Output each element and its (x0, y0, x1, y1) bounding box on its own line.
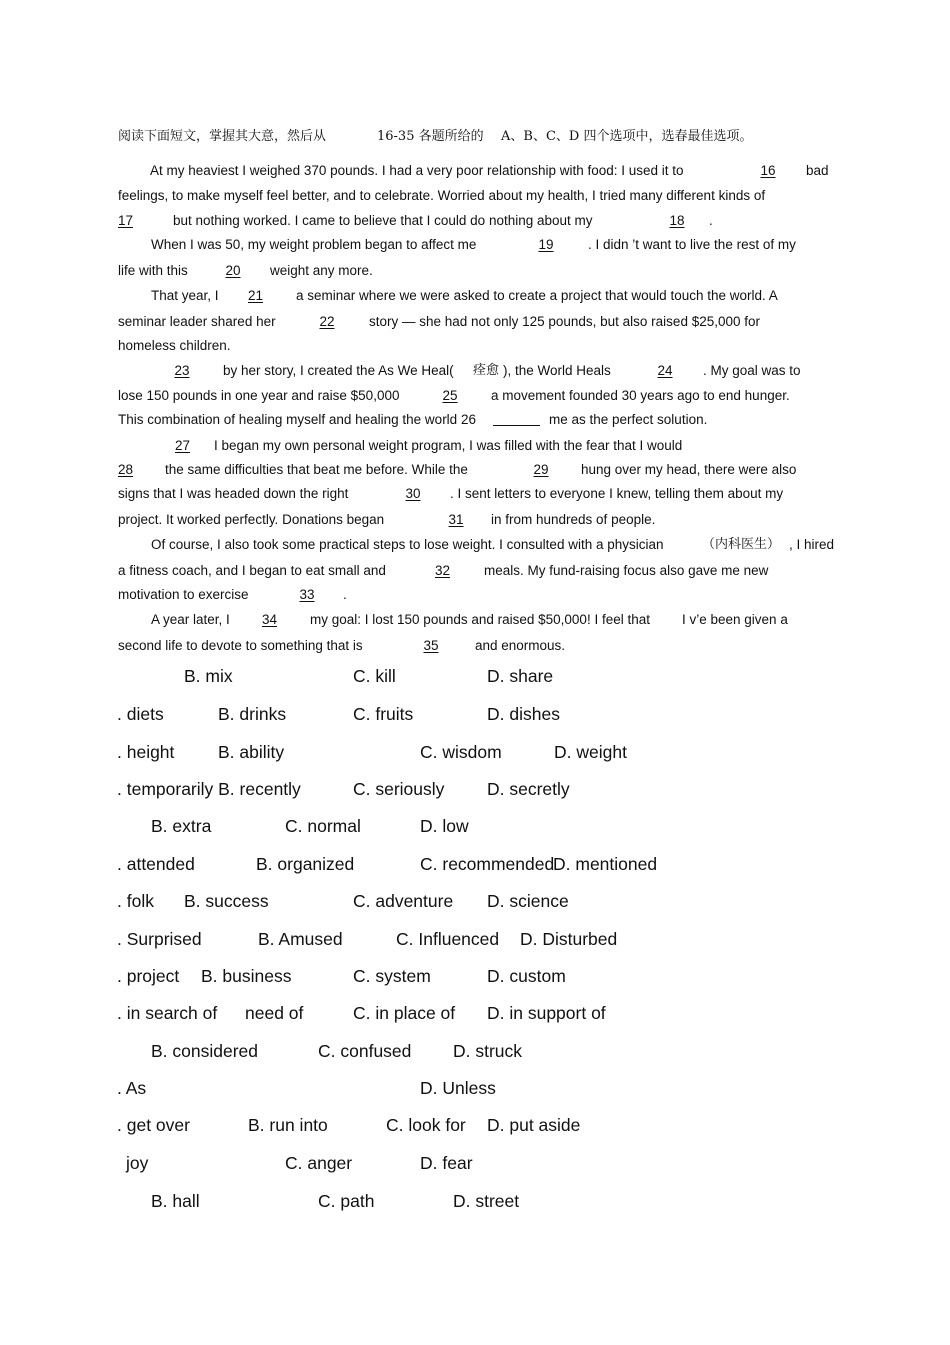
option: C. anger (285, 1153, 353, 1173)
option: C. adventure (353, 891, 454, 911)
passage-text: the same difficulties that beat me before. While the (165, 462, 468, 477)
blank-25: 25 (442, 388, 458, 403)
blank-33: 33 (299, 587, 315, 602)
option: . in search of (117, 1003, 218, 1023)
option: . project (117, 966, 180, 986)
option: . get over (117, 1115, 190, 1135)
blank-28: 28 (118, 462, 134, 477)
passage-text: . My goal was to (703, 363, 801, 378)
option: D. dishes (487, 704, 560, 724)
option: C. recommended (420, 854, 555, 874)
passage-text: second life to devote to something that is (118, 638, 363, 653)
blank-32: 32 (434, 563, 451, 578)
option: C. in place of (353, 1003, 456, 1023)
blank-27: 27 (174, 438, 191, 453)
option: D. in support of (487, 1003, 606, 1023)
passage-text: , I hired (789, 537, 835, 552)
option: D. Disturbed (520, 929, 618, 949)
option: B. hall (151, 1191, 200, 1211)
option: C. kill (353, 666, 396, 686)
blank-17: 17 (118, 213, 134, 228)
option: C. confused (318, 1041, 412, 1061)
option: D. low (420, 816, 469, 836)
passage-text: a fitness coach, and I began to eat small and (118, 563, 386, 578)
option: B. ability (218, 742, 285, 762)
option: B. extra (151, 816, 212, 836)
passage-text: . (709, 213, 713, 228)
option: B. organized (256, 854, 355, 874)
blank-23: 23 (174, 363, 190, 378)
option: C. fruits (353, 704, 414, 724)
passage-text-cn: 痊愈 (473, 363, 500, 378)
passage-text: This combination of healing myself and healing the world 26 (118, 412, 476, 427)
option: B. run into (248, 1115, 328, 1135)
blank-22: 22 (319, 314, 335, 329)
option: . As (117, 1078, 147, 1098)
passage-text: me as the perfect solution. (549, 412, 708, 427)
passage-text: weight any more. (270, 263, 373, 278)
option: . height (117, 742, 175, 762)
passage-text: I began my own personal weight program, I was filled with the fear that I would (214, 438, 683, 453)
option: D. science (487, 891, 569, 911)
passage-text: . I sent letters to everyone I knew, telling them about my (450, 486, 784, 501)
passage-text: lose 150 pounds in one year and raise $50,000 (118, 388, 400, 403)
option: B. Amused (258, 929, 343, 949)
option: C. seriously (353, 779, 445, 799)
option: need of (245, 1003, 304, 1023)
passage-text: motivation to exercise (118, 587, 249, 602)
passage-text: At my heaviest I weighed 370 pounds. I had a very poor relationship with food: I used it to (150, 163, 684, 178)
passage-text: meals. My fund-raising focus also gave me new (484, 563, 769, 578)
option: . temporarily B. recently (117, 779, 301, 799)
blank-26 (493, 411, 540, 426)
passage-text: by her story, I created the As We Heal( (223, 363, 454, 378)
option: D. secretly (487, 779, 570, 799)
option: . diets (117, 704, 164, 724)
passage-text: life with this (118, 263, 188, 278)
passage-text: A year later, I (151, 612, 230, 627)
blank-20: 20 (225, 263, 241, 278)
blank-35: 35 (423, 638, 439, 653)
passage-text: my goal: I lost 150 pounds and raised $50,000! I feel that (310, 612, 650, 627)
option: C. look for (386, 1115, 466, 1135)
passage-text: and enormous. (475, 638, 566, 653)
instruction-range: 16-35 各题所给的 (377, 129, 484, 144)
option: . attended (117, 854, 195, 874)
option: B. success (184, 891, 269, 911)
passage-text: story — she had not only 125 pounds, but also raised $25,000 for (369, 314, 761, 329)
passage-text: bad (806, 163, 829, 178)
option: D. weight (554, 742, 627, 762)
option: C. system (353, 966, 431, 986)
passage-text: . I didn ’t want to live the rest of my (588, 237, 796, 252)
option: C. normal (285, 816, 361, 836)
option: . folk (117, 891, 154, 911)
passage-text: but nothing worked. I came to believe that I could do nothing about my (173, 213, 593, 228)
option: D. share (487, 666, 554, 686)
option: D. put aside (487, 1115, 581, 1135)
option: B. mix (184, 666, 233, 686)
option: . Surprised (117, 929, 202, 949)
option: C. Influenced (396, 929, 500, 949)
passage-text: That year, I (151, 288, 219, 303)
option: B. considered (151, 1041, 259, 1061)
passage-text: feelings, to make myself feel better, and to celebrate. Worried about my health, I tried many different kinds of (118, 188, 766, 203)
blank-24: 24 (657, 363, 673, 378)
option: C. path (318, 1191, 375, 1211)
option: D. custom (487, 966, 566, 986)
option: D. struck (453, 1041, 523, 1061)
blank-19: 19 (538, 237, 554, 252)
passage-text: I v’e been given a (682, 612, 788, 627)
passage-text: a seminar where we were asked to create a project that would touch the world. A (296, 288, 778, 303)
passage-text: in from hundreds of people. (491, 512, 656, 527)
option: C. wisdom (420, 742, 502, 762)
option: D. Unless (420, 1078, 496, 1098)
instruction-text: 阅读下面短文，掌握其大意，然后从 (118, 129, 327, 144)
blank-30: 30 (405, 486, 421, 501)
instruction-choices: A、B、C、D 四个选项中，选春最佳选项。 (501, 129, 753, 144)
passage-text: hung over my head, there were also (581, 462, 797, 477)
passage-text: ), the World Heals (503, 363, 611, 378)
passage-text: signs that I was headed down the right (118, 486, 349, 501)
passage-text: project. It worked perfectly. Donations began (118, 512, 385, 527)
passage-text: a movement founded 30 years ago to end hunger. (491, 388, 790, 403)
option: B. business (201, 966, 292, 986)
option: joy (126, 1153, 149, 1173)
option: D. street (453, 1191, 520, 1211)
passage-text: When I was 50, my weight problem began to affect me (151, 237, 477, 252)
passage-text: seminar leader shared her (118, 314, 276, 329)
blank-29: 29 (533, 462, 549, 477)
blank-16: 16 (760, 163, 776, 178)
passage-text-cn: （内科医生） (702, 537, 781, 552)
passage-text: Of course, I also took some practical steps to lose weight. I consulted with a physician (151, 537, 664, 552)
blank-21: 21 (247, 288, 264, 303)
blank-31: 31 (448, 512, 464, 527)
passage-text: homeless children. (118, 338, 231, 353)
option: D. mentioned (553, 854, 658, 874)
blank-18: 18 (669, 213, 685, 228)
passage-text: . (343, 587, 347, 602)
option: B. drinks (218, 704, 287, 724)
blank-34: 34 (261, 612, 278, 627)
option: D. fear (420, 1153, 473, 1173)
